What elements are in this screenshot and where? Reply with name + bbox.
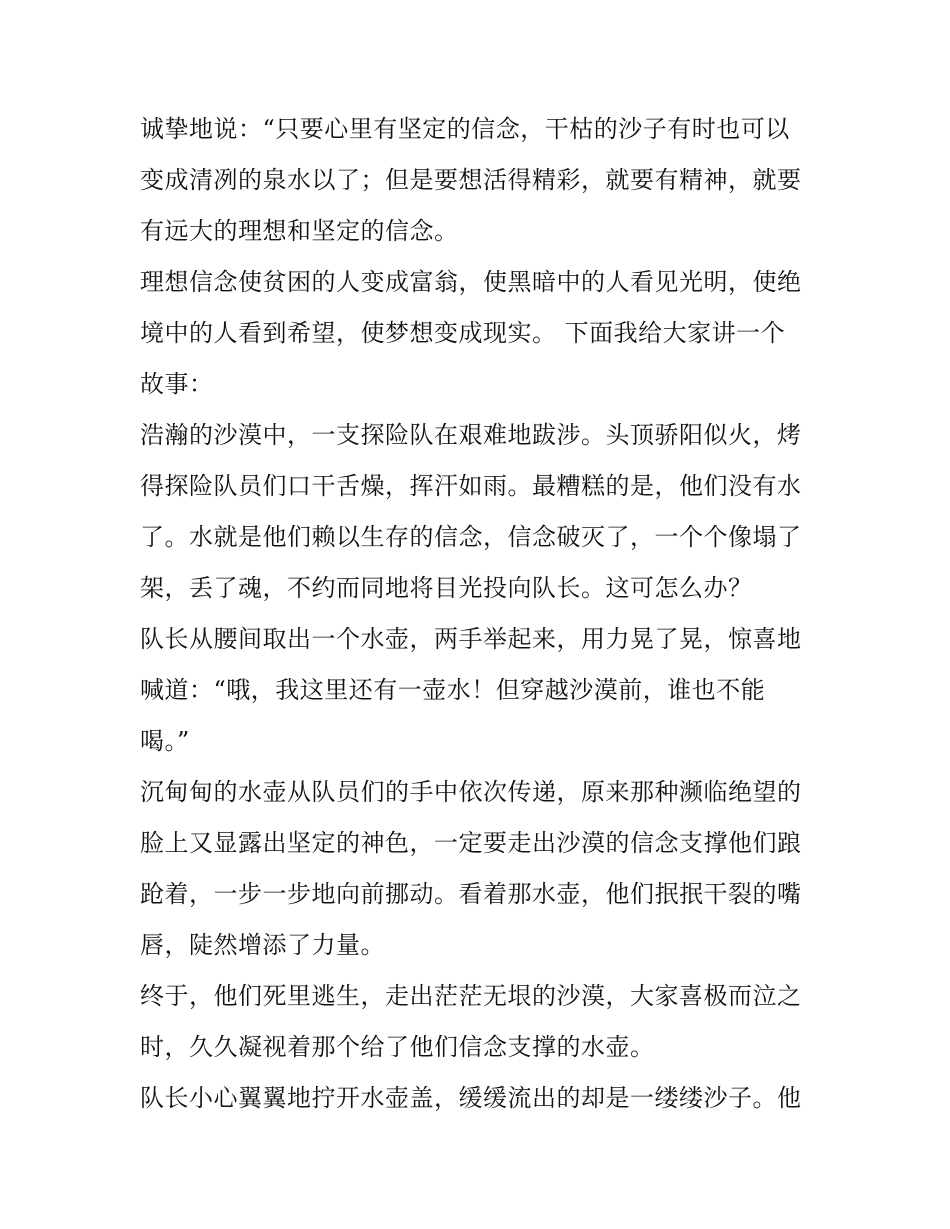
text-line-13: 喝。”	[140, 727, 190, 755]
document-body	[140, 104, 820, 1124]
text-line-6: 故事：	[140, 370, 214, 398]
text-line-1: 诚挚地说：“只要心里有坚定的信念，干枯的沙子有时也可以	[140, 115, 790, 143]
text-line-4: 理想信念使贫困的人变成富翁，使黑暗中的人看见光明，使绝	[140, 268, 802, 296]
text-line-11: 队长从腰间取出一个水壶，两手举起来，用力晃了晃，惊喜地	[140, 625, 802, 653]
text-line-18: 终于，他们死里逃生，走出茫茫无垠的沙漠，大家喜极而泣之	[140, 982, 802, 1010]
text-line-5: 境中的人看到希望，使梦想变成现实。 下面我给大家讲一个	[140, 319, 786, 347]
text-line-10: 架，丢了魂，不约而同地将目光投向队长。这可怎么办？	[140, 574, 753, 602]
text-line-9: 了。水就是他们赖以生存的信念，信念破灭了，一个个像塌了	[140, 523, 802, 551]
text-line-3: 有远大的理想和坚定的信念。	[140, 217, 459, 245]
text-line-14: 沉甸甸的水壶从队员们的手中依次传递，原来那种濒临绝望的	[140, 778, 802, 806]
text-line-17: 唇，陡然增添了力量。	[140, 931, 385, 959]
text-line-15: 脸上又显露出坚定的神色，一定要走出沙漠的信念支撑他们踉	[140, 829, 802, 857]
text-line-12: 喊道：“哦，我这里还有一壶水！但穿越沙漠前，谁也不能	[140, 676, 766, 704]
text-line-16: 跄着，一步一步地向前挪动。看着那水壶，他们抿抿干裂的嘴	[140, 880, 802, 908]
text-line-19: 时，久久凝视着那个给了他们信念支撑的水壶。	[140, 1033, 655, 1061]
text-line-7: 浩瀚的沙漠中，一支探险队在艰难地跋涉。头顶骄阳似火，烤	[140, 421, 802, 449]
text-line-8: 得探险队员们口干舌燥，挥汗如雨。最糟糕的是，他们没有水	[140, 472, 802, 500]
text-line-20: 队长小心翼翼地拧开水壶盖，缓缓流出的却是一缕缕沙子。他	[140, 1084, 802, 1112]
text-line-2: 变成清冽的泉水以了；但是要想活得精彩，就要有精神，就要	[140, 166, 802, 194]
